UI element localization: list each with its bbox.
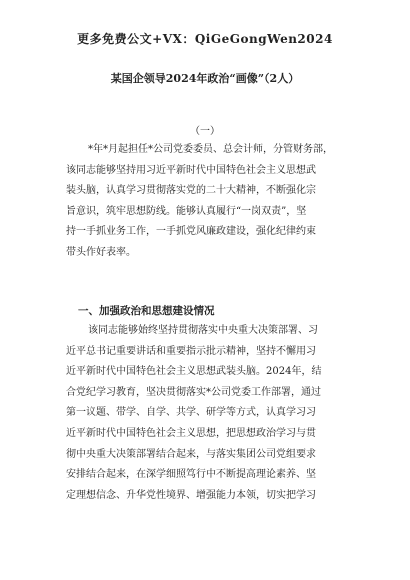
paragraph-line: 定理想信念、升华党性境界、增强能力本领，切实把学习 xyxy=(66,489,316,501)
document-title: 某国企领导2024年政治“画像”（2人） xyxy=(110,72,300,85)
paragraph-line: 该同志能够坚持用习近平新时代中国特色社会主义思想武 xyxy=(66,164,316,176)
section-number: （一） xyxy=(190,126,220,137)
paragraph-1 xyxy=(66,140,366,264)
paragraph-2 xyxy=(66,321,366,506)
paragraph-line: *年*月起担任*公司党委委员、总会计师，分管财务部， xyxy=(88,144,333,155)
paragraph-line: 近平新时代中国特色社会主义思想武装头脑。2024年，结 xyxy=(66,366,322,378)
paragraph-line: 持一手抓业务工作，一手抓党风廉政建设，强化纪律约束 xyxy=(66,226,316,238)
paragraph-line: 安排结合起来，在深学细照笃行中不断提高理论素养、坚 xyxy=(66,469,316,481)
section-heading: 一、加强政治和思想建设情况 xyxy=(78,305,215,317)
paragraph-line: 近平新时代中国特色社会主义思想，把思想政治学习与贯 xyxy=(66,427,316,439)
paragraph-line: 彻中央重大决策部署结合起来，与落实集团公司党组要求 xyxy=(66,448,316,460)
paragraph-line: 旨意识，筑牢思想防线。能够认真履行“一岗双责”，坚 xyxy=(66,205,307,217)
paragraph-line: 该同志能够始终坚持贯彻落实中央重大决策部署、习 xyxy=(88,325,318,336)
paragraph-line: 第一议题、带学、自学、共学、研学等方式，认真学习习 xyxy=(66,407,316,419)
paragraph-line: 带头作好表率。 xyxy=(66,246,136,258)
paragraph-line: 合党纪学习教育，坚决贯彻落实*公司党委工作部署，通过 xyxy=(66,386,321,398)
paragraph-line: 装头脑，认真学习贯彻落实党的二十大精神，不断强化宗 xyxy=(66,185,316,197)
promo-header: 更多免费公文+VX：QiGeGongWen2024 xyxy=(77,32,333,46)
paragraph-line: 近平总书记重要讲话和重要指示批示精神，坚持不懈用习 xyxy=(66,345,316,357)
